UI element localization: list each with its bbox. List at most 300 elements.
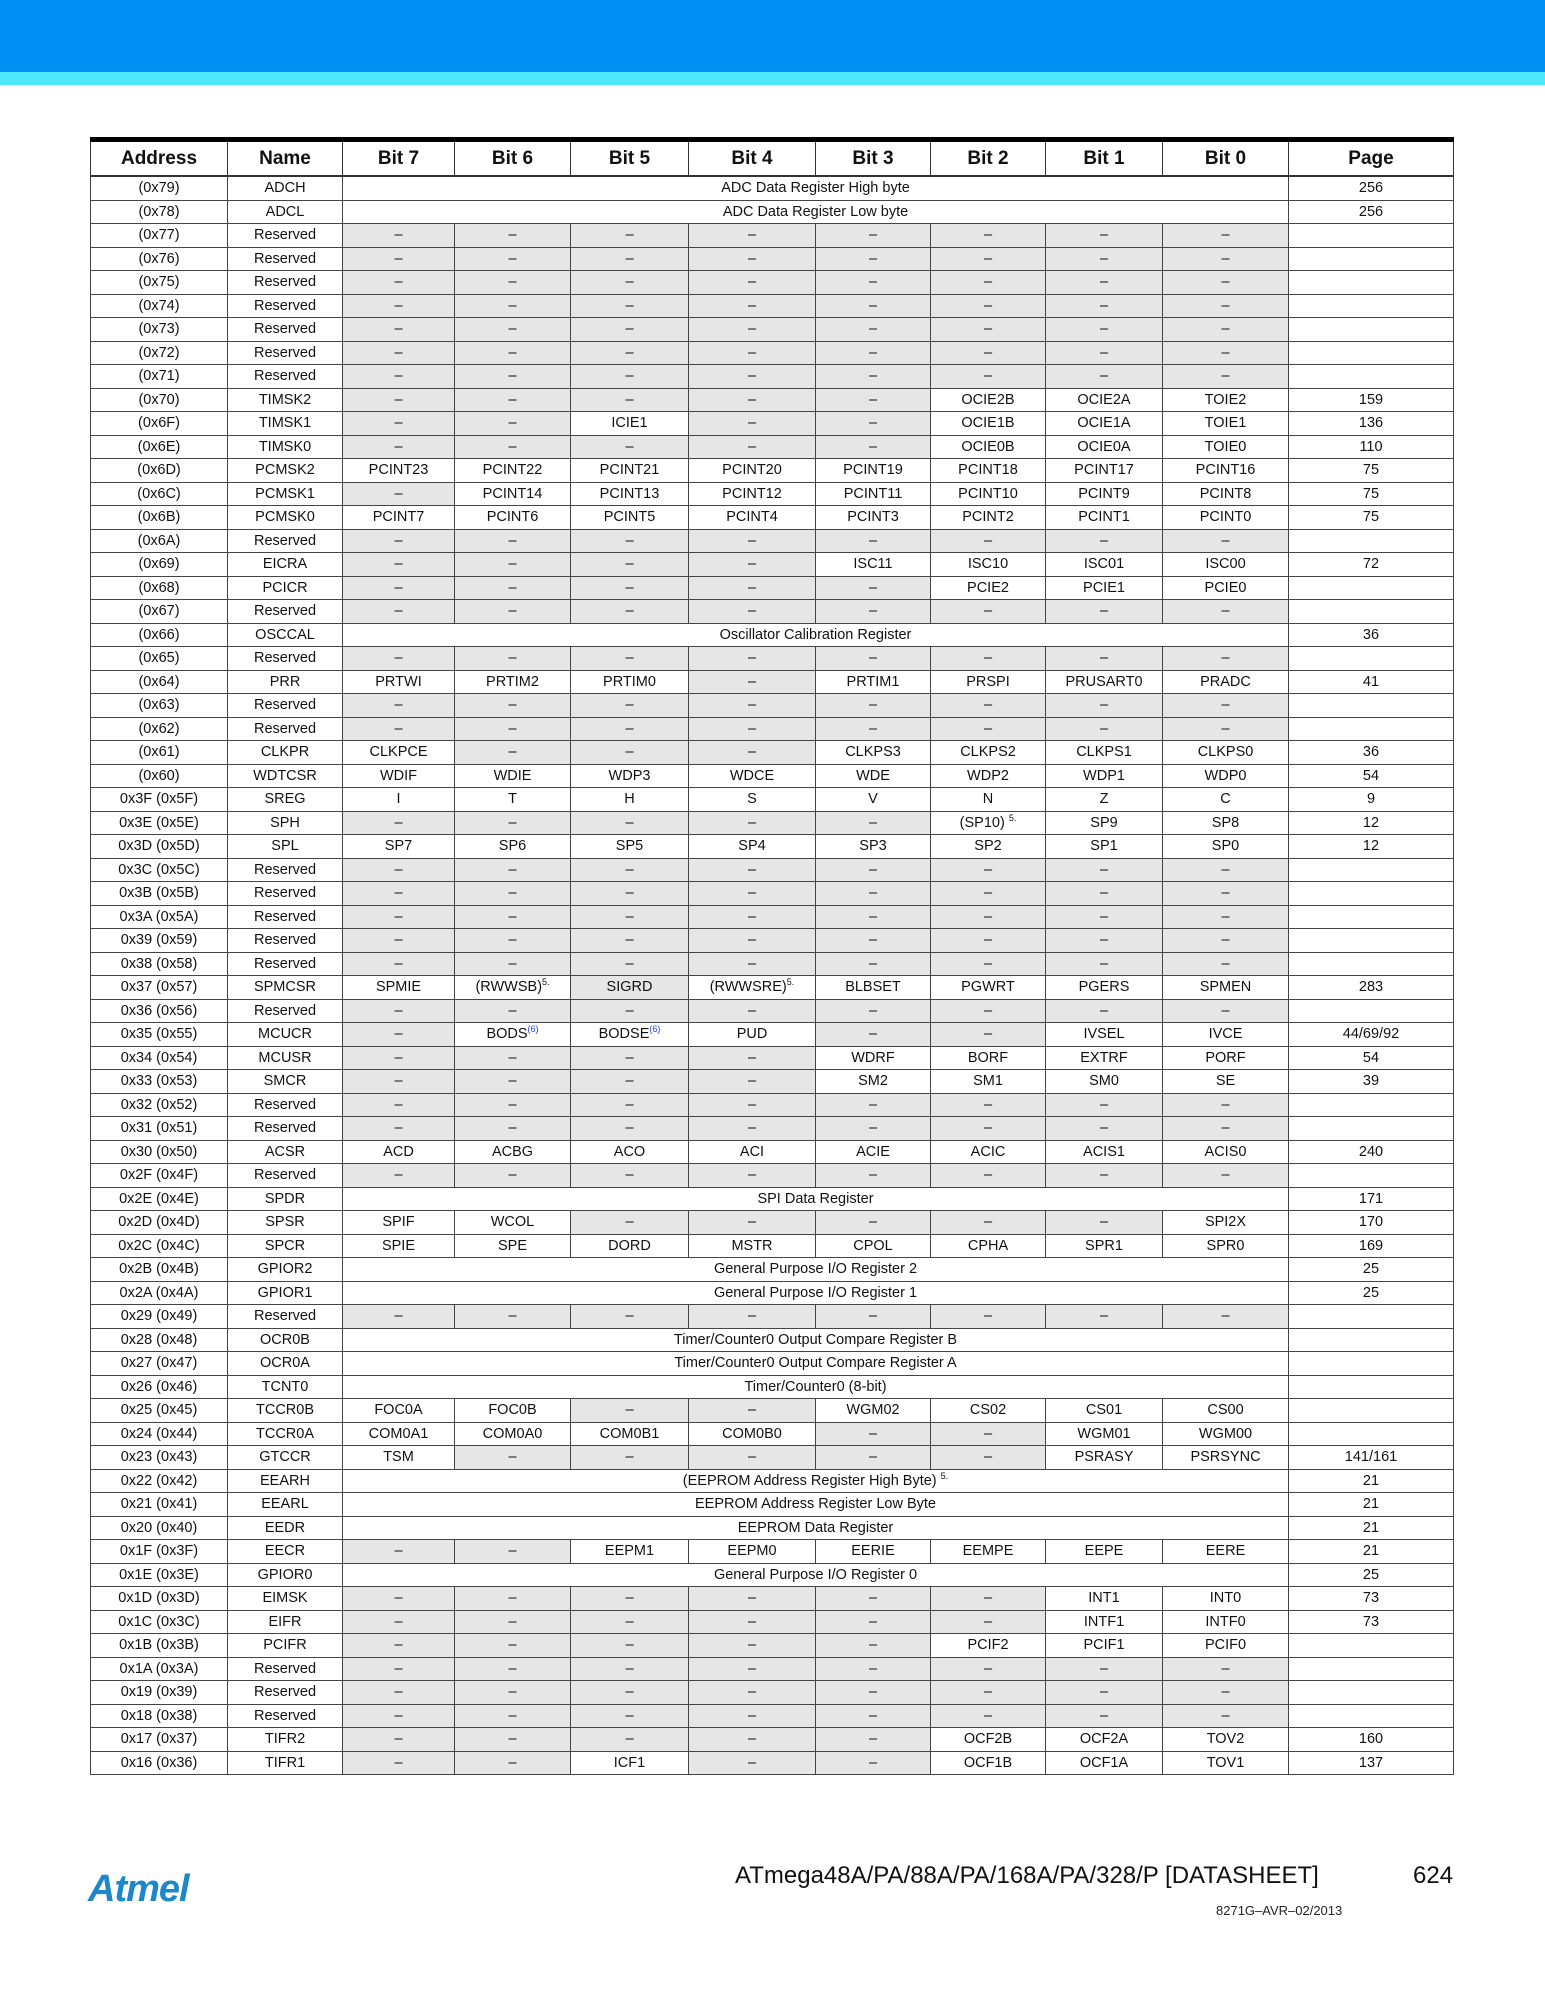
bit-cell (455, 1211, 571, 1235)
name-cell (228, 741, 343, 765)
name-cell-text: Reserved (253, 1002, 317, 1019)
address-cell-text: 0x29 (0x49) (120, 1308, 198, 1325)
bit-cell-text: S (747, 791, 757, 808)
bit-cell (931, 1234, 1046, 1258)
bit-cell (689, 1046, 816, 1070)
bit-cell (343, 341, 455, 365)
page-cell (1289, 788, 1454, 812)
table-row (91, 1328, 1454, 1352)
name-cell-text: Reserved (253, 932, 317, 949)
address-cell-text: 0x16 (0x36) (120, 1754, 198, 1771)
bit-cell-text: ACIE (856, 1143, 890, 1160)
footnote-link[interactable]: (6) (527, 1024, 539, 1035)
span-description-cell (343, 1469, 1289, 1493)
bit-cell-text: PCIF0 (1204, 1637, 1247, 1654)
bit-cell (1163, 858, 1289, 882)
bit-cell (931, 576, 1046, 600)
page-cell (1289, 1681, 1454, 1705)
table-row (91, 788, 1454, 812)
bit-cell-text: – (508, 650, 517, 667)
name-cell (228, 1305, 343, 1329)
bit-cell-text: WGM02 (846, 1402, 900, 1419)
bit-cell-text: – (983, 1308, 993, 1325)
bit-cell (1163, 553, 1289, 577)
page-cell (1289, 1728, 1454, 1752)
address-cell (91, 1140, 228, 1164)
name-cell-text: Reserved (253, 1660, 317, 1677)
page-cell-text: 171 (1358, 1190, 1384, 1207)
bit-cell-text: WGM00 (1198, 1425, 1253, 1442)
bit-cell-text: – (747, 391, 757, 408)
name-cell (228, 1328, 343, 1352)
bit-cell-text: – (868, 1425, 878, 1442)
address-cell (91, 694, 228, 718)
column-header: Address (91, 140, 228, 177)
bit-cell-text: PCINT16 (1195, 462, 1256, 479)
bit-cell (343, 365, 455, 389)
address-cell-text: 0x3C (0x5C) (118, 861, 200, 878)
address-cell-text: 0x26 (0x46) (120, 1378, 198, 1395)
bit-cell-text: – (868, 908, 878, 925)
bit-cell-text: – (983, 1214, 993, 1231)
bit-cell (931, 1704, 1046, 1728)
bit-cell-text: ACO (613, 1143, 646, 1160)
page-cell-text: 12 (1362, 814, 1380, 831)
bit-cell-text: BLBSET (845, 979, 901, 996)
bit-cell-text: – (625, 1731, 634, 1748)
bit-cell-text: BODS (486, 1026, 528, 1043)
bit-cell (931, 717, 1046, 741)
address-cell-text: 0x37 (0x57) (120, 979, 198, 996)
bit-cell (1163, 952, 1289, 976)
page-cell (1289, 365, 1454, 389)
bit-cell-text: – (625, 603, 634, 620)
page-cell (1289, 529, 1454, 553)
bit-cell (571, 1234, 689, 1258)
bit-cell-text: ISC01 (1083, 556, 1125, 573)
page-cell (1289, 200, 1454, 224)
bit-cell-text: COM0B0 (722, 1425, 782, 1442)
address-cell (91, 882, 228, 906)
address-cell (91, 835, 228, 859)
bit-cell (1046, 247, 1163, 271)
page-cell (1289, 811, 1454, 835)
bit-cell (689, 764, 816, 788)
table-row (91, 811, 1454, 835)
bit-cell-text: Z (1099, 791, 1109, 808)
page-cell-text: 169 (1358, 1237, 1384, 1254)
address-cell (91, 1187, 228, 1211)
bit-cell (931, 529, 1046, 553)
bit-cell (1046, 365, 1163, 389)
bit-cell (689, 318, 816, 342)
address-cell (91, 247, 228, 271)
bit-cell-text: – (508, 297, 517, 314)
bit-cell (455, 976, 571, 1000)
name-cell-text: OCR0A (260, 1355, 310, 1372)
bit-cell-text: – (747, 720, 757, 737)
bit-cell-text: – (1099, 1707, 1109, 1724)
name-cell (228, 1493, 343, 1517)
address-cell (91, 388, 228, 412)
name-cell (228, 1446, 343, 1470)
span-description-cell-text: Timer/Counter0 (8-bit) (744, 1378, 887, 1395)
bit-cell-text: INTF1 (1083, 1613, 1125, 1630)
bit-cell-text: ACIS0 (1204, 1143, 1247, 1160)
bit-cell-text: – (747, 1308, 757, 1325)
bit-cell (1163, 999, 1289, 1023)
bit-cell (1046, 1751, 1163, 1775)
bit-cell (455, 788, 571, 812)
bit-cell (455, 271, 571, 295)
footnote-link[interactable]: (6) (649, 1024, 661, 1035)
name-cell (228, 1540, 343, 1564)
bit-cell (816, 365, 931, 389)
bit-cell-text: – (625, 556, 634, 573)
bit-cell-text: – (394, 1096, 403, 1113)
bit-cell (816, 670, 931, 694)
table-row (91, 1587, 1454, 1611)
bit-cell (1163, 647, 1289, 671)
bit-cell (931, 506, 1046, 530)
bit-cell-text: SPE (497, 1237, 527, 1254)
bit-cell-text: – (508, 1637, 517, 1654)
bit-cell (816, 529, 931, 553)
bit-cell (1163, 1046, 1289, 1070)
name-cell-text: OCR0B (260, 1331, 310, 1348)
address-cell-text: (0x65) (138, 650, 180, 667)
page-cell (1289, 1046, 1454, 1070)
bit-cell (571, 271, 689, 295)
bit-cell (816, 1140, 931, 1164)
bit-cell-text: – (508, 1684, 517, 1701)
name-cell (228, 247, 343, 271)
name-cell (228, 318, 343, 342)
footnote-marker: 5. (1008, 812, 1017, 823)
table-row (91, 247, 1454, 271)
bit-cell (571, 482, 689, 506)
bit-cell (1046, 1140, 1163, 1164)
bit-cell (816, 318, 931, 342)
bit-cell (571, 412, 689, 436)
address-cell (91, 271, 228, 295)
address-cell-text: (0x6A) (137, 532, 181, 549)
bit-cell (1046, 1211, 1163, 1235)
name-cell-text: TIMSK1 (258, 415, 312, 432)
bit-cell-text: – (868, 415, 878, 432)
bit-cell (931, 1070, 1046, 1094)
address-cell-text: (0x63) (138, 697, 180, 714)
bit-cell-text: – (625, 532, 634, 549)
bit-cell-text: – (508, 1049, 517, 1066)
name-cell (228, 1211, 343, 1235)
name-cell (228, 176, 343, 200)
bit-cell (689, 670, 816, 694)
bit-cell-text: PRTIM1 (846, 673, 900, 690)
bit-cell-text: PCINT2 (962, 509, 1014, 526)
name-cell (228, 905, 343, 929)
address-cell (91, 412, 228, 436)
address-cell (91, 1540, 228, 1564)
bit-cell (343, 882, 455, 906)
bit-cell (689, 905, 816, 929)
name-cell-text: Reserved (253, 603, 317, 620)
bit-cell-text: – (1221, 885, 1230, 902)
bit-cell (343, 1422, 455, 1446)
bit-cell (343, 811, 455, 835)
bit-cell-text: – (508, 720, 517, 737)
bit-cell (689, 835, 816, 859)
page-cell (1289, 459, 1454, 483)
bit-cell-text: WDP3 (608, 767, 651, 784)
bit-cell (343, 1234, 455, 1258)
address-cell (91, 999, 228, 1023)
bit-cell-text: – (747, 932, 757, 949)
bit-cell (343, 506, 455, 530)
name-cell (228, 1422, 343, 1446)
bit-cell (689, 482, 816, 506)
bit-cell (1163, 811, 1289, 835)
bit-cell-text: – (1099, 1660, 1109, 1677)
bit-cell (689, 412, 816, 436)
bit-cell-text: – (868, 1637, 878, 1654)
bit-cell (1046, 1540, 1163, 1564)
bit-cell (931, 1305, 1046, 1329)
bit-cell-text: BORF (967, 1049, 1009, 1066)
name-cell-text: Reserved (253, 697, 317, 714)
span-description-cell-text: EEPROM Address Register Low Byte (695, 1496, 936, 1513)
bit-cell (816, 1610, 931, 1634)
bit-cell (1163, 1446, 1289, 1470)
bit-cell (343, 435, 455, 459)
name-cell (228, 647, 343, 671)
bit-cell (931, 764, 1046, 788)
bit-cell-text: – (868, 1684, 878, 1701)
page-cell-text: 73 (1362, 1590, 1380, 1607)
bit-cell (571, 999, 689, 1023)
name-cell-text: WDTCSR (253, 767, 317, 784)
address-cell (91, 294, 228, 318)
bit-cell-text: – (625, 321, 634, 338)
address-cell (91, 459, 228, 483)
bit-cell (455, 1704, 571, 1728)
page-cell-text: 25 (1362, 1284, 1380, 1301)
table-row (91, 1164, 1454, 1188)
address-cell (91, 1704, 228, 1728)
bit-cell (1163, 1610, 1289, 1634)
bit-cell-text: – (747, 650, 757, 667)
bit-cell (343, 482, 455, 506)
name-cell (228, 1023, 343, 1047)
bit-cell-text: – (394, 438, 403, 455)
bit-cell (455, 1728, 571, 1752)
bit-cell (1163, 905, 1289, 929)
bit-cell-text: PGWRT (961, 979, 1015, 996)
bit-cell (689, 271, 816, 295)
bit-cell (571, 1070, 689, 1094)
bit-cell-text: – (868, 227, 878, 244)
bit-cell-text: – (1221, 1120, 1230, 1137)
address-cell (91, 529, 228, 553)
page-cell (1289, 905, 1454, 929)
page-cell-text: 75 (1362, 509, 1380, 526)
page-cell (1289, 1610, 1454, 1634)
bit-cell-text: – (747, 673, 757, 690)
bit-cell-text: – (508, 556, 517, 573)
page-cell (1289, 1469, 1454, 1493)
bit-cell (816, 1305, 931, 1329)
bit-cell-text: ISC11 (853, 556, 893, 573)
bit-cell (571, 1704, 689, 1728)
table-row (91, 1516, 1454, 1540)
bit-cell-text: – (1221, 1684, 1230, 1701)
bit-cell (931, 1140, 1046, 1164)
page-cell (1289, 1516, 1454, 1540)
bit-cell-text: PCINT7 (372, 509, 425, 526)
table-row (91, 271, 1454, 295)
name-cell (228, 1704, 343, 1728)
name-cell (228, 1610, 343, 1634)
bit-cell-text: – (1099, 1096, 1109, 1113)
bit-cell-text: – (747, 1660, 757, 1677)
bit-cell-text: TOV2 (1206, 1731, 1245, 1748)
bit-cell (455, 905, 571, 929)
table-row (91, 1023, 1454, 1047)
span-description-cell (343, 1563, 1289, 1587)
bit-cell-text: – (868, 1026, 878, 1043)
page-number: 624 (1413, 1862, 1454, 1889)
bit-cell-text: ACIS1 (1083, 1143, 1125, 1160)
name-cell-text: TCNT0 (261, 1378, 309, 1395)
bit-cell (1163, 764, 1289, 788)
bit-cell-text: PCINT1 (1078, 509, 1130, 526)
bit-cell-text: – (394, 697, 403, 714)
bit-cell-text: – (625, 1402, 634, 1419)
bit-cell-text: – (508, 1120, 517, 1137)
name-cell (228, 1399, 343, 1423)
bit-cell-text: – (747, 1637, 757, 1654)
bit-cell (455, 1399, 571, 1423)
bit-cell (689, 882, 816, 906)
bit-cell (1046, 576, 1163, 600)
bit-cell (343, 1681, 455, 1705)
bit-cell (455, 1751, 571, 1775)
bit-cell-text: PCIE0 (1204, 579, 1247, 596)
bit-cell (689, 929, 816, 953)
bit-cell (689, 1117, 816, 1141)
bit-cell-text: – (747, 1167, 757, 1184)
bit-cell (343, 1399, 455, 1423)
bit-cell-text: WDIF (379, 767, 418, 784)
bit-cell (931, 1728, 1046, 1752)
bit-cell (571, 717, 689, 741)
bit-cell (343, 1305, 455, 1329)
bit-cell (689, 1704, 816, 1728)
span-description-cell-text: (EEPROM Address Register High Byte) (682, 1472, 937, 1489)
name-cell (228, 788, 343, 812)
page-cell (1289, 1258, 1454, 1282)
name-cell (228, 1258, 343, 1282)
bit-cell-text: – (1221, 1660, 1230, 1677)
bit-cell-text: – (1221, 861, 1230, 878)
bit-cell (1046, 271, 1163, 295)
bit-cell (455, 1164, 571, 1188)
bit-cell-text: SPI2X (1204, 1214, 1247, 1231)
page-cell-text: 256 (1358, 180, 1384, 197)
bit-cell-text: – (868, 1613, 878, 1630)
bit-cell (1046, 1164, 1163, 1188)
address-cell-text: 0x3F (0x5F) (119, 791, 199, 808)
bit-cell-text: PGERS (1078, 979, 1130, 996)
bit-cell-text: – (983, 250, 993, 267)
bit-cell (455, 858, 571, 882)
bit-cell-text: PRADC (1200, 673, 1251, 690)
name-cell-text: Reserved (253, 885, 317, 902)
name-cell (228, 365, 343, 389)
name-cell (228, 1634, 343, 1658)
bit-cell-text: – (868, 1754, 878, 1771)
column-header: Page (1289, 140, 1454, 177)
bit-cell-text: – (625, 391, 634, 408)
bit-cell-text: – (747, 297, 757, 314)
table-row (91, 999, 1454, 1023)
bit-cell (343, 1023, 455, 1047)
bit-cell-text: FOC0B (488, 1402, 537, 1419)
bit-cell-text: – (1221, 1002, 1230, 1019)
page-cell-text: 54 (1362, 767, 1380, 784)
bit-cell (1046, 600, 1163, 624)
bit-cell (816, 506, 931, 530)
bit-cell (455, 1023, 571, 1047)
bit-cell-text: – (1099, 885, 1109, 902)
bit-cell-text: CPOL (853, 1237, 893, 1254)
bit-cell-text: – (1221, 1167, 1230, 1184)
bit-cell-text: – (1221, 344, 1230, 361)
bit-cell-text: – (747, 227, 757, 244)
bit-cell-text: – (1099, 720, 1109, 737)
bit-cell-text: – (983, 1120, 993, 1137)
bit-cell-text: – (747, 1684, 757, 1701)
span-description-cell-text: General Purpose I/O Register 0 (713, 1566, 918, 1583)
bit-cell-text: CLKPS2 (960, 744, 1016, 761)
bit-cell (1163, 341, 1289, 365)
page-cell (1289, 670, 1454, 694)
bit-cell (1163, 1399, 1289, 1423)
column-header: Bit 7 (343, 140, 455, 177)
bit-cell-text: – (868, 1096, 878, 1113)
bit-cell (343, 999, 455, 1023)
name-cell (228, 1070, 343, 1094)
bit-cell (931, 294, 1046, 318)
bit-cell-text: – (747, 603, 757, 620)
bit-cell (571, 929, 689, 953)
bit-cell-text: – (983, 697, 993, 714)
bit-cell (1163, 576, 1289, 600)
bit-cell-text: – (747, 1120, 757, 1137)
page-cell-text: 44/69/92 (1342, 1026, 1400, 1043)
page-cell (1289, 1563, 1454, 1587)
page-cell (1289, 1305, 1454, 1329)
address-cell (91, 1234, 228, 1258)
bit-cell-text: – (394, 344, 403, 361)
bit-cell-text: – (625, 1660, 634, 1677)
bit-cell-text: – (1221, 321, 1230, 338)
address-cell (91, 1093, 228, 1117)
page-cell-text: 283 (1358, 979, 1384, 996)
bit-cell-text: – (747, 744, 757, 761)
bit-cell (816, 1681, 931, 1705)
address-cell (91, 1422, 228, 1446)
